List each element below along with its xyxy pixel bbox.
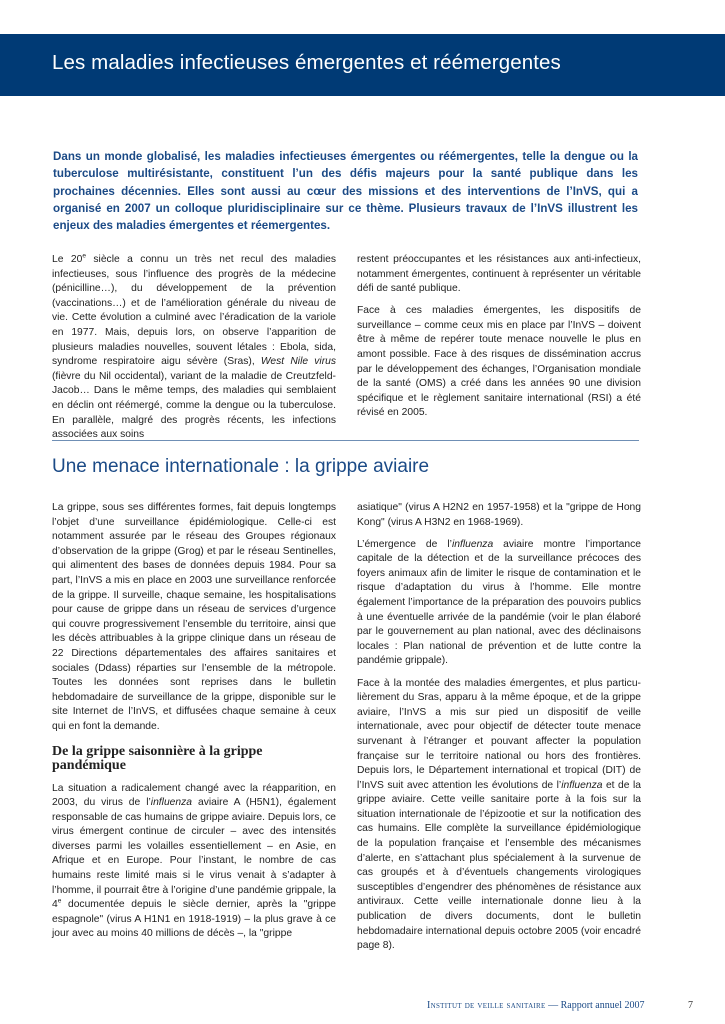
text-run: documentée depuis le siècle dernier, après la "grippe espagnole" (virus A H1N1 en 1918-1919) – la plus grave à ce jour avec au moins 40 millions de décès –, la "grippe: [52, 899, 336, 940]
italic-term: West Nile virus: [260, 356, 336, 368]
section2-subtitle: De la grippe saisonnière à la grippe pandémique: [52, 743, 263, 773]
text-run: Face à la montée des maladies émergentes, et plus particu-lièrement du Sras, apparu à la même époque, et de la grippe aviaire, l’InVS a mis sur pied un dispositif de veille internationale, avec pour objectif de détecter toute menace survenant à l’étranger et pouvant affecter la population française sur le territoire national ou hors des frontières. Depuis lors, le Département international et tropical (DIT) de l’InVS suit avec attention les évolutions de l’: [357, 677, 641, 791]
text-run: siècle a connu un très net recul des maladies infectieuses, sous l’influence des progrès de la médecine (pénicilline…), du développement de la prévention (vaccinations…) et de l’amélioration générale du niveau de vie. Cette évolution a culminé avec l’éradication de la variole en 1977. Mais, depuis lors, on observe l’apparition de plusieurs maladies nouvelles, souvent létales : Ebola, sida, syndrome respiratoire aigu sévère (Sras),: [52, 254, 336, 368]
page-footer: [427, 1000, 644, 1011]
section2-paragraph-2: [52, 782, 336, 943]
footer-report: Rapport annuel 2007: [560, 1000, 645, 1011]
section-divider: [52, 440, 639, 441]
page-title: Les maladies infectieuses émergentes et réémergentes: [52, 51, 561, 74]
intro-paragraph: Dans un monde globalisé, les maladies infectieuses émergentes ou réémergentes, telle la dengue ou la tuberculose multirésistante, constituent l’un des défis majeurs pour la santé publique dans les prochaines décennies. Elles sont aussi au cœur des missions et des interventions de l’InVS, qui a organisé en 2007 un colloque pluridisciplinaire sur ce thème. Plusieurs travaux de l’InVS illustrent les enjeux des maladies émergentes et réemergentes.: [53, 150, 638, 233]
text-run: La situation a radicalement changé avec la réapparition, en 2003, du virus de l’: [52, 782, 336, 809]
section2-right-column: [357, 501, 641, 961]
text-run: aviaire A (H5N1), également responsable de cas humains de grippe aviaire. Depuis lors, ce virus émergent continue de circuler – avec des intensités diverses parmi les volailles essentiellement – en Asie, en Afrique et en Europe. Pour l’instant, le nombre de cas humains reste limité mais si le virus venait à s’adapter à l’homme, il pourrait être à l’origine d’une pandémie grippale, la 4: [52, 797, 337, 911]
section2-left-column: [52, 501, 336, 950]
section2-paragraph-5: [357, 677, 641, 954]
section1-paragraph-2: restent préoccupantes et les résistances aux anti-infectieux, notamment émergentes, continuent à représenter un véritable défi de santé publique.: [357, 254, 641, 295]
text-run: et de la grippe aviaire. Cette veille sanitaire porte à la fois sur la situation internationale de l’épizootie et sur la notification des cas humains. Elle complète la surveillance épidémiologique de la population française et l’ensemble des mécanismes d’alerte, en s’attachant plus spécialement à la survenue de cas groupés et à d’éventuels changements virologiques susceptibles d’engendrer des phénomènes de résistance aux antiviraux. Cette veille internationale donne lieu à la publication de divers documents, dont le bulletin hebdomadaire international depuis octobre 2005 (voir encadré page 8).: [357, 779, 642, 952]
section2-paragraph-3: asiatique" (virus A H2N2 en 1957-1958) et la "grippe de Hong Kong" (virus A H3N2 en 1968-1969).: [357, 502, 641, 528]
section2-paragraph-1: La grippe, sous ses différentes formes, fait depuis longtemps l’objet d’une surveillance épidémiologique. Celle-ci est notamment assurée par le réseau des Groupes régionaux d’observation de la grippe (Grog) et par le réseau Sentinelles, qui alimentent des bases de données depuis 1984. Pour sa part, l’InVS a mis en place en 2003 une surveillance renforcée de la grippe. Il surveille, chaque semaine, les hospitalisations pour cause de grippe dans un réseau de services d’urgence qui couvre progressivement l’ensemble du territoire, ainsi que les décès attribuables à la grippe clinique dans un réseau de 22 Directions départementales des affaires sanitaires et sociales (Ddass) réparties sur l’ensemble de la métropole. Toutes les données sont reprises dans le bulletin hebdomadaire de surveillance de la grippe, disponible sur le site Internet de l’InVS, et diffusées chaque semaine à ceux qui en font la demande.: [52, 502, 336, 732]
footer-separator: —: [545, 1000, 561, 1011]
text-run: L’émergence de l’: [357, 538, 452, 550]
header-banner: [0, 34, 725, 96]
superscript: e: [82, 252, 86, 260]
text-run: aviaire montre l’importance capitale de la détection et de la surveillance précoces des foyers animaux afin de limiter le risque de contamination et le risque d’adaptation du virus à l’homme. Elle montre également l’importance de la préparation des pouvoirs publics à une éventuelle arrivée de la pandémie (voir le plan élaboré par le gouvernement au plan national, avec des déclinaisons locales : Plan national de prévention et de lutte contre la pandémie grippale).: [357, 538, 641, 667]
section1-right-column: [357, 253, 641, 429]
section1-paragraph-1: [52, 253, 336, 443]
italic-term: influenza: [451, 538, 494, 550]
page-number: 7: [688, 1000, 693, 1011]
superscript: e: [57, 897, 62, 905]
text-run: Le 20: [52, 254, 83, 265]
section1-paragraph-3: Face à ces maladies émergentes, les dispositifs de surveillance – comme ceux mis en place par l’InVS – doivent être à même de repérer toute menace nouvelle le plus en amont possible. Face à des risques de dissémination accrus par le développement des échanges, l’Organisation mondiale de la santé (OMS) a créé dans les années 90 une division spécifique et le règlement sanitaire international (RSI) a été révisé en 2005.: [357, 305, 641, 419]
section2-title: Une menace internationale : la grippe aviaire: [52, 456, 430, 477]
text-run: (fièvre du Nil occidental), variant de la maladie de Creutzfeld-Jacob… Dans le même temps, des maladies qui semblaient en déclin ont réémergé, comme la dengue ou la tuberculose. En parallèle, malgré des progrès récents, les infections associées aux soins: [52, 370, 336, 441]
section1-left-column: [52, 253, 336, 450]
section2-paragraph-4: [357, 538, 641, 669]
italic-term: influenza: [561, 779, 603, 791]
italic-term: influenza: [150, 797, 193, 809]
footer-institute: Institut de veille sanitaire: [427, 1000, 546, 1011]
